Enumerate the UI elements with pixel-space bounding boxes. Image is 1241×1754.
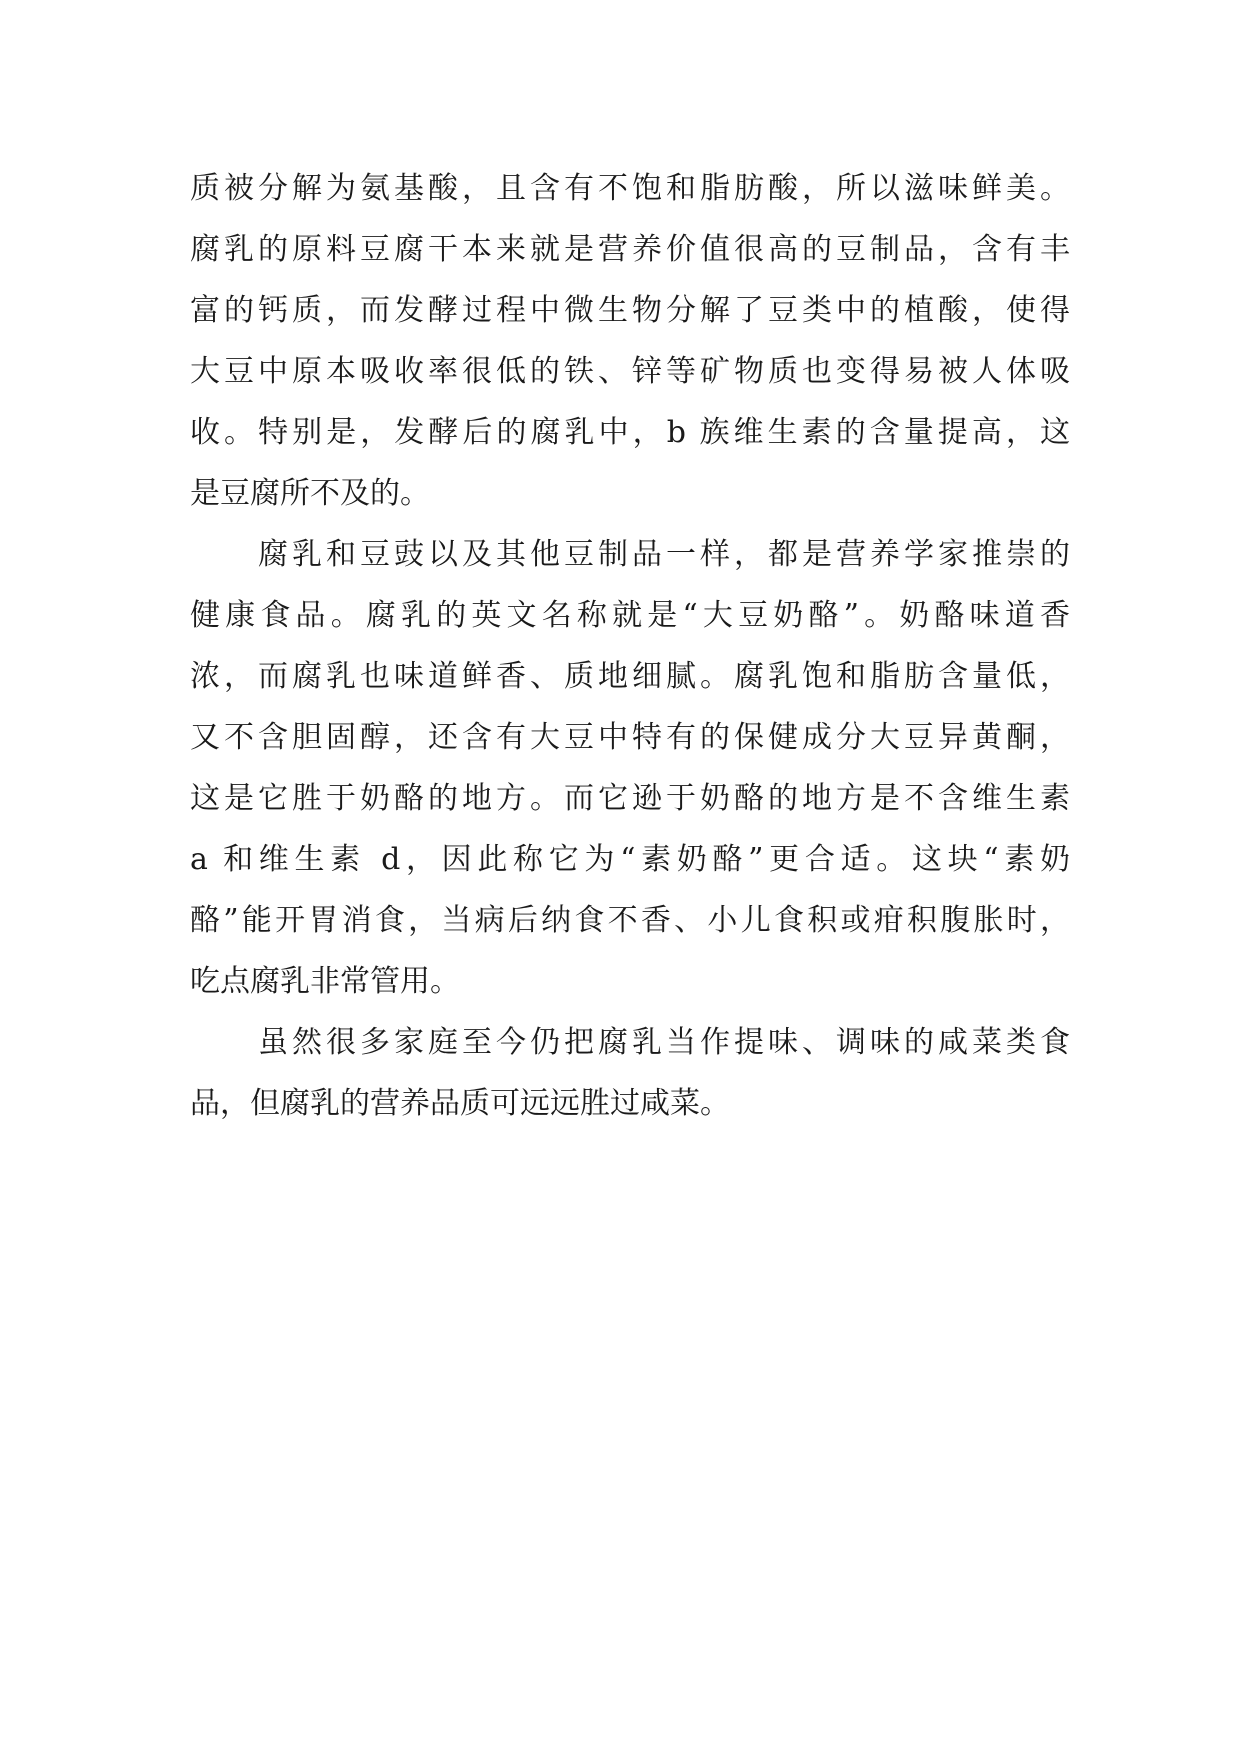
paragraph-1: [190, 158, 1070, 524]
text-line: 酪”能开胃消食，当病后纳食不香、小儿食积或疳积腹胀时，: [190, 903, 1070, 938]
paragraph-3: [190, 1012, 1070, 1134]
body-text: [190, 158, 1070, 1134]
text-line: a 和维生素 d，因此称它为“素奶酪”更合适。这块“素奶: [190, 842, 1070, 877]
text-line: 富的钙质，而发酵过程中微生物分解了豆类中的植酸，使得: [190, 293, 1070, 328]
text-line: 健康食品。腐乳的英文名称就是“大豆奶酪”。奶酪味道香: [190, 598, 1070, 633]
text-line: 这是它胜于奶酪的地方。而它逊于奶酪的地方是不含维生素: [190, 781, 1070, 816]
text-line: 质被分解为氨基酸，且含有不饱和脂肪酸，所以滋味鲜美。: [190, 171, 1070, 206]
text-line: 虽然很多家庭至今仍把腐乳当作提味、调味的咸菜类食: [258, 1025, 1070, 1060]
paragraph-2: [190, 524, 1070, 1012]
text-line: 腐乳和豆豉以及其他豆制品一样，都是营养学家推崇的: [258, 537, 1070, 572]
text-line: 是豆腐所不及的。: [190, 476, 430, 511]
text-line: 品，但腐乳的营养品质可远远胜过咸菜。: [190, 1086, 730, 1121]
text-line: 浓，而腐乳也味道鲜香、质地细腻。腐乳饱和脂肪含量低，: [190, 659, 1070, 694]
text-line: 吃点腐乳非常管用。: [190, 964, 460, 999]
text-line: 大豆中原本吸收率很低的铁、锌等矿物质也变得易被人体吸: [190, 354, 1070, 389]
text-line: 收。特别是，发酵后的腐乳中，b 族维生素的含量提高，这: [190, 415, 1070, 450]
text-line: 腐乳的原料豆腐干本来就是营养价值很高的豆制品，含有丰: [190, 232, 1070, 267]
text-line: 又不含胆固醇，还含有大豆中特有的保健成分大豆异黄酮，: [190, 720, 1070, 755]
